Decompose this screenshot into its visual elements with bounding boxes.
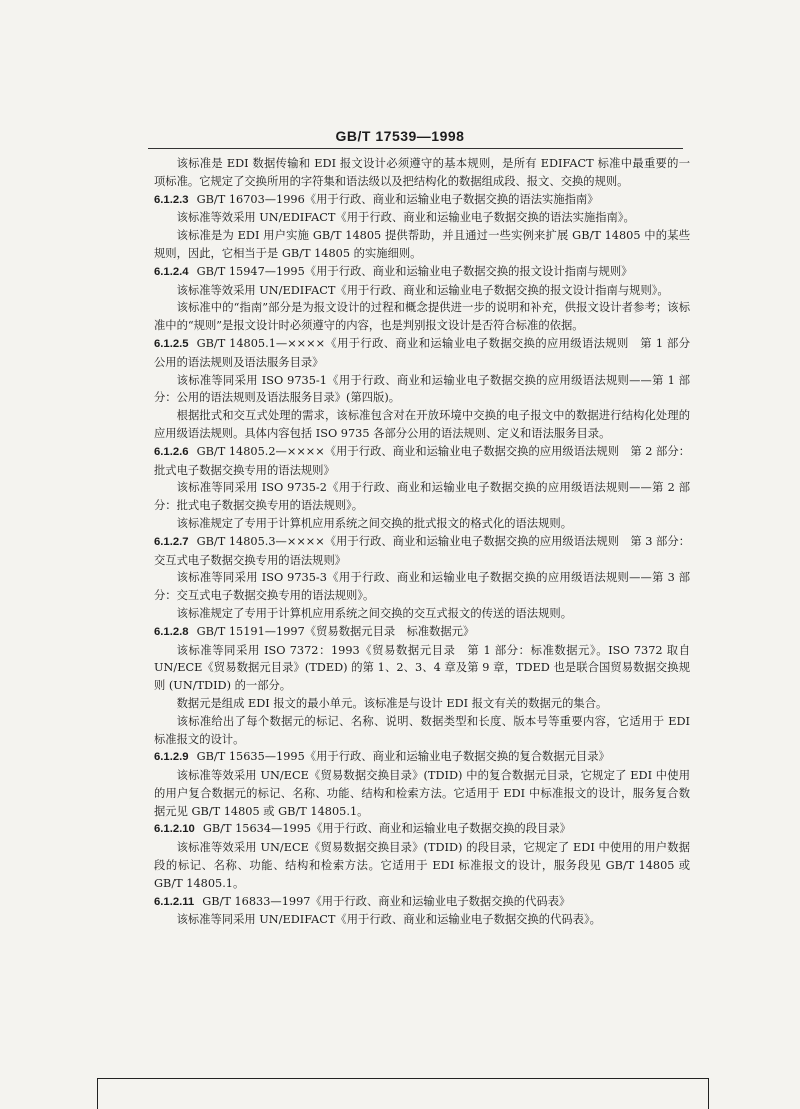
- body-paragraph: 该标准规定了专用于计算机应用系统之间交换的交互式报文的传送的语法规则。: [176, 606, 572, 620]
- clause-heading: [154, 533, 690, 570]
- body-paragraph: 该标准等效采用 UN/EDIFACT《用于行政、商业和运输业电子数据交换的报文设计指南与规则》。: [176, 283, 669, 297]
- clause-number: 6.1.2.3: [154, 193, 189, 206]
- clause-number: 6.1.2.10: [154, 823, 195, 836]
- body-paragraph: 该标准是 EDI 数据传输和 EDI 报文设计必须遵守的基本规则，是所有 EDIFACT 标准中最重要的一项标准。它规定了交换所用的字符集和语法级以及把结构化的数据组成段、报文、交换的规则。: [154, 157, 690, 188]
- clause-heading: [154, 893, 690, 912]
- body-paragraph: 根据批式和交互式处理的需求，该标准包含对在开放环境中交换的电子报文中的数据进行结构化处理的应用级语法规则。具体内容包括 ISO 9735 各部分公用的语法规则、定义和语法服务目录。: [154, 409, 690, 440]
- clause-number: 6.1.2.11: [154, 895, 195, 908]
- clause-heading: [154, 443, 690, 480]
- clause-title: GB/T 14805.3—××××《用于行政、商业和运输业电子数据交换的应用级语法规则 第 3 部分：交互式电子数据交换专用的语法规则》: [154, 534, 690, 567]
- clause-title: GB/T 14805.1—××××《用于行政、商业和运输业电子数据交换的应用级语法规则 第 1 部分 公用的语法规则及语法服务目录》: [154, 336, 702, 369]
- body-paragraph: 该标准等同采用 UN/EDIFACT《用于行政、商业和运输业电子数据交换的代码表》。: [176, 913, 601, 927]
- clause-number: 6.1.2.9: [154, 751, 189, 764]
- body-paragraph: 数据元是组成 EDI 报文的最小单元。该标准是与设计 EDI 报文有关的数据元的集合。: [176, 696, 608, 710]
- clause-number: 6.1.2.8: [154, 625, 189, 638]
- page-header-standard-number: GB/T 17539—1998: [335, 128, 465, 144]
- body-paragraph: 该标准等同采用 ISO 9735-2《用于行政、商业和运输业电子数据交换的应用级语法规则——第 2 部分：批式电子数据交换专用的语法规则》。: [154, 481, 690, 513]
- clause-title: GB/T 16703—1996《用于行政、商业和运输业电子数据交换的语法实施指南》: [196, 192, 599, 206]
- body-paragraph: 该标准等效采用 UN/ECE《贸易数据交换目录》(TDID) 的段目录，它规定了 EDI 中使用的用户数据段的标记、名称、功能、结构和检索方法。它适用于 EDI 标准报文的设计，服务段见 GB/T 14805 或 GB/T 14805.1。: [154, 841, 690, 890]
- clause-heading: [154, 263, 690, 282]
- body-paragraph: 该标准是为 EDI 用户实施 GB/T 14805 提供帮助，并且通过一些实例来扩展 GB/T 14805 中的某些规则，因此，它相当于是 GB/T 14805 的实施细则。: [154, 229, 690, 260]
- clause-heading: [154, 820, 690, 839]
- body-paragraph: 该标准规定了专用于计算机应用系统之间交换的批式报文的格式化的语法规则。: [176, 516, 572, 530]
- clause-title: GB/T 15947—1995《用于行政、商业和运输业电子数据交换的报文设计指南与规则》: [196, 264, 633, 278]
- clause-title: GB/T 15635—1995《用于行政、商业和运输业电子数据交换的复合数据元目录》: [196, 750, 610, 764]
- clause-title: GB/T 14805.2—××××《用于行政、商业和运输业电子数据交换的应用级语法规则 第 2 部分：批式电子数据交换专用的语法规则》: [154, 444, 690, 477]
- body-paragraph: 该标准等同采用 ISO 7372：1993《贸易数据元目录 第 1 部分：标准数据元》。ISO 7372 取自 UN/ECE《贸易数据元目录》(TDED) 的第 1、2、3、4 章及第 9 章，TDED 也是联合国贸易数据交换规则 (UN/TDID) 的一部分。: [154, 643, 690, 693]
- clause-heading: [154, 748, 690, 767]
- clause-title: GB/T 15634—1995《用于行政、商业和运输业电子数据交换的段目录》: [202, 822, 571, 836]
- document-body: [154, 155, 702, 929]
- body-paragraph: 该标准等效采用 UN/EDIFACT《用于行政、商业和运输业电子数据交换的语法实施指南》。: [176, 211, 635, 225]
- body-paragraph: 该标准等同采用 ISO 9735-3《用于行政、商业和运输业电子数据交换的应用级语法规则——第 3 部分：交互式电子数据交换专用的语法规则》。: [154, 571, 690, 603]
- body-paragraph: 该标准等效采用 UN/ECE《贸易数据交换目录》(TDID) 中的复合数据元目录，它规定了 EDI 中使用的用户复合数据元的标记、名称、功能、结构和检索方法。它适用于 EDI 中标准报文的设计，服务复合数据元见 GB/T 14805 或 GB/T 14805.1。: [154, 769, 690, 818]
- clause-number: 6.1.2.6: [154, 445, 189, 458]
- clause-number: 6.1.2.5: [154, 337, 189, 350]
- body-paragraph: 该标准给出了每个数据元的标记、名称、说明、数据类型和长度、版本号等重要内容，它适用于 EDI 标准报文的设计。: [154, 714, 690, 746]
- body-paragraph: 该标准等同采用 ISO 9735-1《用于行政、商业和运输业电子数据交换的应用级语法规则——第 1 部分：公用的语法规则及语法服务目录》(第四版)。: [154, 373, 690, 405]
- clause-title: GB/T 16833—1997《用于行政、商业和运输业电子数据交换的代码表》: [202, 894, 571, 908]
- clause-heading: [154, 335, 702, 372]
- clause-number: 6.1.2.4: [154, 265, 189, 278]
- footer-frame: [97, 1078, 709, 1109]
- clause-title: GB/T 15191—1997《贸易数据元目录 标准数据元》: [196, 624, 475, 638]
- clause-heading: [154, 623, 690, 642]
- clause-heading: [154, 191, 690, 210]
- header-rule: [148, 148, 683, 149]
- body-paragraph: 该标准中的“指南”部分是为报文设计的过程和概念提供进一步的说明和补充，供报文设计者参考；该标准中的“规则”是报文设计时必须遵守的内容，也是判别报文设计是否符合标准的依据。: [154, 301, 690, 333]
- clause-number: 6.1.2.7: [154, 535, 189, 548]
